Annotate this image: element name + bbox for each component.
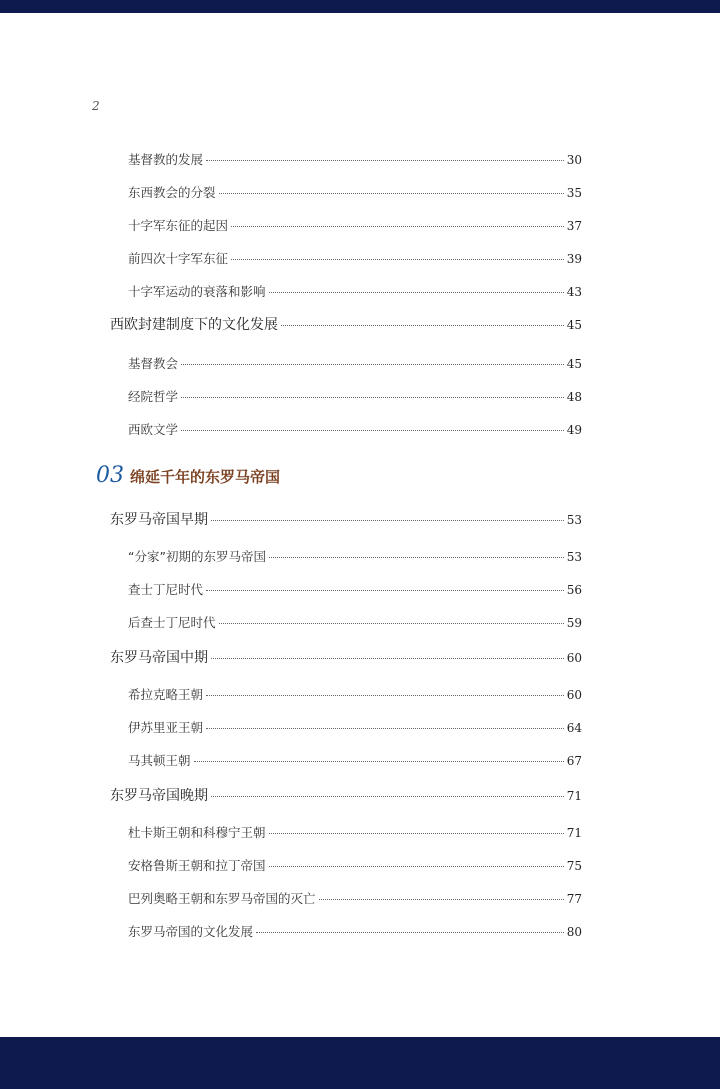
leader-dots <box>269 833 564 834</box>
leader-dots <box>206 728 564 729</box>
leader-dots <box>211 658 564 659</box>
leader-dots <box>231 259 564 260</box>
toc-entry[interactable] <box>128 889 582 907</box>
toc-section-page: 60 <box>566 651 582 665</box>
leader-dots <box>194 761 564 762</box>
toc-entry-page: 43 <box>566 285 582 299</box>
leader-dots <box>281 325 564 326</box>
bottom-band <box>0 1037 720 1089</box>
toc-entry-title: 后查士丁尼时代 <box>128 615 216 630</box>
toc-entry[interactable] <box>128 922 582 940</box>
toc-entry-title: 查士丁尼时代 <box>128 582 204 597</box>
toc-entry-title: 马其顿王朝 <box>128 753 191 768</box>
toc-entry-page: 56 <box>566 583 582 597</box>
toc-entry[interactable] <box>128 183 582 201</box>
toc-section[interactable] <box>110 785 582 805</box>
toc-entry-title: 十字军东征的起因 <box>128 218 229 233</box>
toc-entry[interactable] <box>128 249 582 267</box>
toc-entry-page: 67 <box>566 754 582 768</box>
toc-entry[interactable] <box>128 751 582 769</box>
toc-entry-title: 巴列奥略王朝和东罗马帝国的灭亡 <box>128 891 316 906</box>
toc-entry-title: 伊苏里亚王朝 <box>128 720 204 735</box>
toc-entry-page: 64 <box>566 721 582 735</box>
leader-dots <box>319 899 564 900</box>
leader-dots <box>269 292 564 293</box>
toc-entry-page: 39 <box>566 252 582 266</box>
toc-entry[interactable] <box>128 354 582 372</box>
toc-entry-title: 希拉克略王朝 <box>128 687 204 702</box>
toc-entry-title: 安格鲁斯王朝和拉丁帝国 <box>128 858 266 873</box>
toc-entry-title: 东罗马帝国的文化发展 <box>128 924 254 939</box>
toc-section-title: 东罗马帝国中期 <box>110 650 208 666</box>
toc-section-title: 西欧封建制度下的文化发展 <box>110 317 278 333</box>
toc-entry-page: 53 <box>566 550 582 564</box>
toc-entry-title: 基督教会 <box>128 356 179 371</box>
toc-entry-title: 前四次十字军东征 <box>128 251 229 266</box>
toc-entry[interactable] <box>128 547 582 565</box>
toc-entry[interactable] <box>128 613 582 631</box>
toc-section-title: 东罗马帝国早期 <box>110 512 208 528</box>
toc-entry-page: 30 <box>566 153 582 167</box>
leader-dots <box>269 866 564 867</box>
toc-entry-title: 基督教的发展 <box>128 152 204 167</box>
toc-section-page: 53 <box>566 513 582 527</box>
toc-section-title: 东罗马帝国晚期 <box>110 788 208 804</box>
toc-entry-page: 45 <box>566 357 582 371</box>
toc-entry[interactable] <box>128 387 582 405</box>
toc-section-page: 45 <box>566 318 582 332</box>
toc-entry-title: 杜卡斯王朝和科穆宁王朝 <box>128 825 266 840</box>
toc-entry-page: 60 <box>566 688 582 702</box>
toc-entry-page: 48 <box>566 390 582 404</box>
toc-entry[interactable] <box>128 580 582 598</box>
chapter-heading[interactable] <box>96 463 280 488</box>
chapter-title: 绵延千年的东罗马帝国 <box>130 468 281 486</box>
toc-entry-title: 十字军运动的衰落和影响 <box>128 284 266 299</box>
toc-section[interactable] <box>110 314 582 334</box>
toc-entry[interactable] <box>128 823 582 841</box>
leader-dots <box>181 430 564 431</box>
leader-dots <box>211 520 564 521</box>
toc-entry-page: 49 <box>566 423 582 437</box>
toc-entry-page: 71 <box>566 826 582 840</box>
toc-entry[interactable] <box>128 150 582 168</box>
leader-dots <box>206 160 564 161</box>
toc-entry[interactable] <box>128 420 582 438</box>
toc-entry-title: 东西教会的分裂 <box>128 185 216 200</box>
toc-entry[interactable] <box>128 685 582 703</box>
leader-dots <box>206 695 564 696</box>
toc-section-page: 71 <box>566 789 582 803</box>
toc-entry-page: 37 <box>566 219 582 233</box>
toc-entry-page: 77 <box>566 892 582 906</box>
leader-dots <box>181 364 564 365</box>
toc-entry[interactable] <box>128 216 582 234</box>
toc-entry-page: 59 <box>566 616 582 630</box>
leader-dots <box>219 193 564 194</box>
toc-entry[interactable] <box>128 718 582 736</box>
toc-entry-page: 75 <box>566 859 582 873</box>
toc-section[interactable] <box>110 509 582 529</box>
page-number: 2 <box>92 99 100 113</box>
leader-dots <box>181 397 564 398</box>
toc-entry[interactable] <box>128 856 582 874</box>
leader-dots <box>269 557 564 558</box>
toc-entry[interactable] <box>128 282 582 300</box>
leader-dots <box>231 226 564 227</box>
leader-dots <box>219 623 564 624</box>
toc-entry-title: 经院哲学 <box>128 389 179 404</box>
leader-dots <box>256 932 564 933</box>
leader-dots <box>211 796 564 797</box>
toc-entry-title: 西欧文学 <box>128 422 179 437</box>
chapter-number: 03 <box>96 463 124 488</box>
toc-entry-page: 80 <box>566 925 582 939</box>
top-band <box>0 0 720 13</box>
toc-entry-title: “分家”初期的东罗马帝国 <box>128 549 266 564</box>
leader-dots <box>206 590 564 591</box>
toc-section[interactable] <box>110 647 582 667</box>
toc-entry-page: 35 <box>566 186 582 200</box>
